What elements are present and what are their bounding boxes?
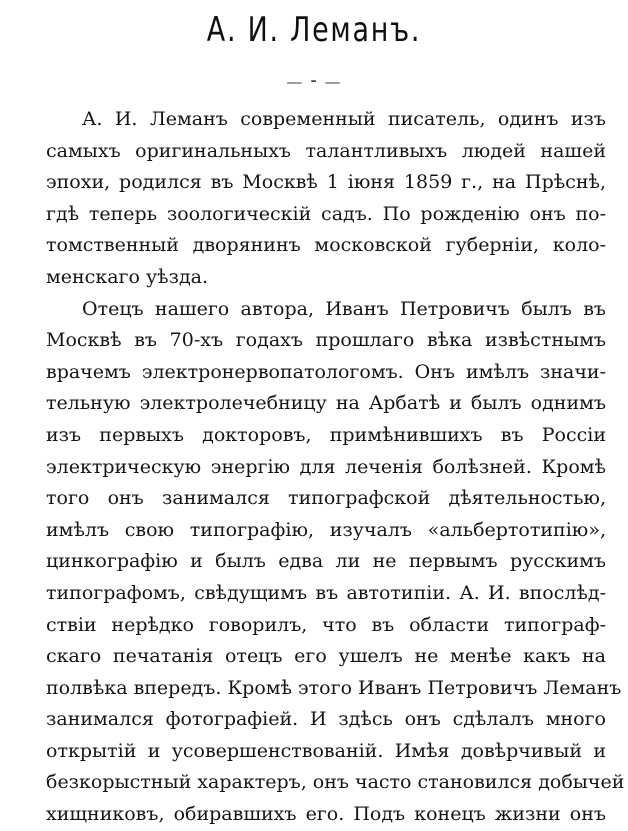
- page-title: А. И. Леманъ.: [206, 10, 422, 50]
- text-line: открытій и усовершенствованій. Имѣя довѣрчивый и: [46, 739, 606, 762]
- text-line: менскаго уѣзда.: [46, 265, 209, 288]
- text-line: эпохи, родился въ Москвѣ 1 іюня 1859 г., на Прѣснѣ,: [46, 171, 606, 194]
- text-line: хищниковъ, обиравшихъ его. Подъ конецъ жизни онъ: [46, 803, 606, 826]
- text-line: Москвѣ въ 70-хъ годахъ прошлаго вѣка извѣстнымъ: [46, 329, 606, 352]
- text-line: гдѣ теперь зоологическій садъ. По рожденію онъ по-: [46, 202, 606, 225]
- body-text: [46, 104, 625, 831]
- text-line: безкорыстный характеръ, онъ часто становился добычей: [46, 771, 625, 794]
- title-separator: — ⁃ —: [286, 72, 342, 91]
- text-line: ствіи нерѣдко говорилъ, что въ области типограф-: [46, 613, 606, 636]
- text-line: врачемъ электронервопатологомъ. Онъ имѣлъ значи-: [46, 360, 606, 383]
- text-line: скаго печатанія отецъ его ушелъ не менѣе какъ на: [46, 645, 606, 668]
- text-line: Отецъ нашего автора, Иванъ Петровичъ былъ въ: [82, 297, 606, 320]
- text-line: А. И. Леманъ современный писатель, одинъ изъ: [82, 108, 606, 130]
- text-line: электрическую энергію для леченія болѣзней. Кромѣ: [46, 455, 606, 478]
- text-line: имѣлъ свою типографію, изучалъ «альбертотипію»,: [46, 518, 606, 541]
- text-line: занимался фотографіей. И здѣсь онъ сдѣлалъ много: [46, 708, 606, 731]
- text-line: тельную электролечебницу на Арбатѣ и былъ однимъ: [46, 392, 606, 415]
- text-line: самыхъ оригинальныхъ талантливыхъ людей нашей: [46, 139, 606, 162]
- text-line: того онъ занимался типографской дѣятельностью,: [46, 487, 606, 510]
- text-line: полвѣка впередъ. Кромѣ этого Иванъ Петровичъ Леманъ: [46, 676, 622, 699]
- text-line: цинкографію и былъ едва ли не первымъ русскимъ: [46, 550, 606, 573]
- text-line: типографомъ, свѣдущимъ въ автотипіи. А. И. впослѣд-: [46, 581, 606, 604]
- text-line: томственный дворянинъ московской губерніи, коло-: [46, 234, 606, 257]
- text-line: изъ первыхъ докторовъ, примѣнившихъ въ Россіи: [46, 423, 606, 446]
